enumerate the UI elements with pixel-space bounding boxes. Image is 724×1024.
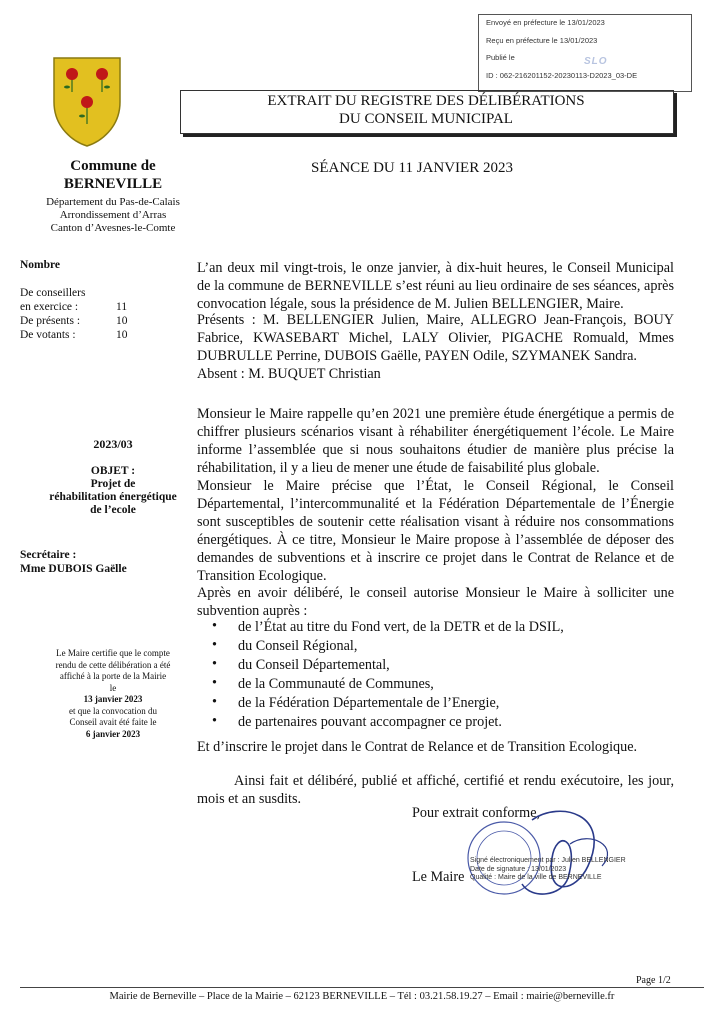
- electronic-signature: [470, 857, 626, 883]
- stamp-id: ID : 062-216201152-20230113-D2023_03-DE: [486, 71, 638, 80]
- presents-paragraph: Présents : M. BELLENGIER Julien, Maire, ALLEGRO Jean-François, BOUY Fabrice, KWASEBART Michel, LALY Olivier, PIGACHE Romuald, Mmes DUBRULLE Perrine, DUBOIS Gaëlle, PAYEN Odile, SZYMANEK Sandra.: [197, 312, 674, 364]
- commune-canton: Canton d’Avesnes-le-Comte: [50, 222, 176, 234]
- secretaire-name: Mme DUBOIS Gaëlle: [20, 563, 127, 575]
- signature-seal: [462, 800, 642, 910]
- counts-title: Nombre: [20, 259, 61, 271]
- stamp-publie: Publié le: [486, 53, 515, 62]
- signature-line: Qualité : Maire de la ville de BERNEVILLE: [470, 874, 602, 881]
- certification-note: [20, 648, 206, 740]
- counts-presents-label: De présents :: [20, 315, 81, 327]
- page-number: Page 1/2: [636, 975, 671, 986]
- counts-votants-value: 10: [116, 329, 128, 341]
- footer-address: Mairie de Berneville – Place de la Mairie – 62123 BERNEVILLE – Tél : 03.21.58.19.27 – Email : mairie@berneville.fr: [109, 991, 615, 1002]
- title-line-1: EXTRAIT DU REGISTRE DES DÉLIBÉRATIONS: [267, 93, 585, 109]
- stamp-envoye: Envoyé en préfecture le 13/01/2023: [486, 18, 605, 27]
- paragraph-contrat: Et d’inscrire le projet dans le Contrat de Relance et de Transition Ecologique.: [197, 739, 638, 755]
- intro-paragraph: L’an deux mil vingt-trois, le onze janvier, à dix-huit heures, le Conseil Municipal de la commune de BERNEVILLE s’est réuni au lieu ordinaire de ses séances, après convocation légale, sous la présidence de M. Julien BELLENGIER, Maire.: [197, 260, 674, 312]
- footer-divider: [20, 987, 704, 988]
- certif-date-affichage: 13 janvier 2023: [83, 694, 143, 704]
- extrait-conforme: Pour extrait conforme,: [412, 805, 541, 821]
- objet-line-3: de l’ecole: [90, 504, 136, 516]
- le-maire-label: Le Maire: [412, 869, 465, 885]
- certif-line: affiché à la porte de la Mairie: [59, 671, 167, 681]
- commune-departement: Département du Pas-de-Calais: [46, 196, 180, 208]
- commune-arrondissement: Arrondissement d’Arras: [59, 209, 167, 221]
- title-line-2: DU CONSEIL MUNICIPAL: [339, 111, 513, 127]
- counts-votants-label: De votants :: [20, 329, 76, 341]
- coat-of-arms-icon: [52, 56, 122, 148]
- counts-presents-value: 10: [116, 315, 128, 327]
- counts-exercice-value: 11: [116, 301, 128, 313]
- commune-name: BERNEVILLE: [63, 176, 163, 192]
- certif-line: rendu de cette délibération a été: [55, 659, 171, 670]
- certif-line: et que la convocation du: [69, 705, 157, 716]
- paragraph-ainsi-fait: Ainsi fait et délibéré, publié et affiché, certifié et rendu exécutoire, les jour, mois et an susdits.: [197, 773, 674, 807]
- signature-line: Signé électroniquement par : Julien BELLENGIER: [470, 857, 626, 864]
- paragraph-precise: Monsieur le Maire précise que l’État, le Conseil Régional, le Conseil Départemental, l’intercommunalité et la Fédération Départementale de l’Énergie sont susceptibles de soutenir cette réalisation visant à réduire nos consommations énergétiques. À ce titre, Monsieur le Maire propose à l’assemblée de déposer des demandes de subventions et à inscrire ce projet dans le Contrat de Relance et de Transition Ecologique.: [197, 478, 674, 584]
- certif-date-convocation: 6 janvier 2023: [85, 728, 141, 739]
- objet-label: OBJET :: [90, 465, 136, 477]
- secretaire-label: Secrétaire :: [20, 549, 77, 561]
- prefecture-stamp: [478, 14, 692, 92]
- paragraph-rappel: Monsieur le Maire rappelle qu’en 2021 une première étude énergétique a permis de chiffrer plusieurs scénarios visant à réhabiliter énergétiquement l’école. Le Maire informe l’assemblée que si nous souhaitons étudier de manière plus précise la réhabilitation, il y a lieu de mener une étude de faisabilité plus globale.: [197, 406, 674, 476]
- seance-date: SÉANCE DU 11 JANVIER 2023: [311, 160, 513, 176]
- signature-line: Date de signature : 13/01/2023: [470, 865, 567, 873]
- slow-logo: SLO: [584, 56, 608, 67]
- deliberation-ref: 2023/03: [93, 437, 133, 451]
- paragraph-autorise: Après en avoir délibéré, le conseil autorise Monsieur le Maire à solliciter une subvention auprès :: [197, 585, 674, 619]
- certif-line: Le Maire certifie que le compte: [56, 648, 170, 658]
- counts-conseillers-label: De conseillers: [20, 287, 86, 299]
- objet-line-1: Projet de: [90, 478, 136, 490]
- commune-label: Commune de: [70, 158, 156, 174]
- certif-line: Conseil avait été faite le: [69, 717, 157, 727]
- counts-exercice-label: en exercice :: [20, 301, 79, 313]
- stamp-recu: Reçu en préfecture le 13/01/2023: [486, 36, 598, 45]
- certif-line: le: [109, 682, 117, 693]
- objet-line-2: réhabilitation énergétique: [49, 491, 177, 503]
- absent-line: Absent : M. BUQUET Christian: [197, 366, 381, 382]
